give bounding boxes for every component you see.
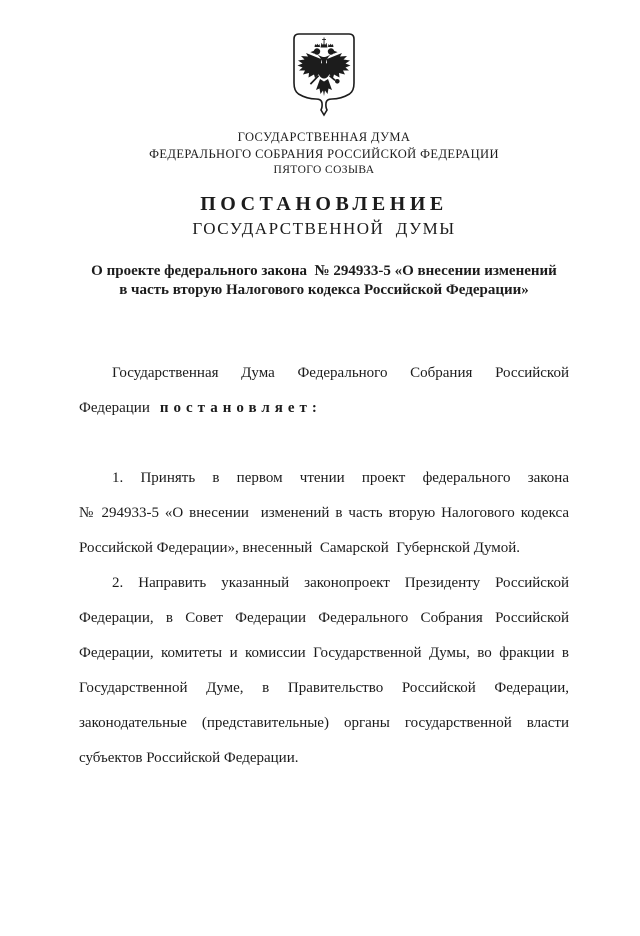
- issuing-authority: [79, 129, 569, 179]
- paragraph-line: Федерации, комитеты и комиссии Государственной Думы, во фракции в: [79, 644, 569, 661]
- opening-line2-text: Федерации: [79, 399, 150, 416]
- paragraph-line: Государственная Дума Федерального Собрания Российской: [112, 364, 569, 381]
- doc-type-title: ПОСТАНОВЛЕНИЕ: [200, 192, 448, 215]
- russia-coat-of-arms-icon: [292, 31, 356, 119]
- org-name-line2: ФЕДЕРАЛЬНОГО СОБРАНИЯ РОССИЙСКОЙ ФЕДЕРАЦИИ: [149, 146, 499, 161]
- org-name-line1: ГОСУДАРСТВЕННАЯ ДУМА: [237, 130, 411, 144]
- paragraph-line: законодательные (представительные) органы государственной власти: [79, 714, 569, 731]
- subject-line-2: в часть вторую Налогового кодекса Российской Федерации»: [119, 281, 529, 298]
- subject-line-1: О проекте федерального закона № 294933-5 «О внесении изменений: [91, 262, 557, 279]
- org-convocation: ПЯТОГО СОЗЫВА: [273, 164, 375, 176]
- paragraph-line: Государственной Думе, в Правительство Российской Федерации,: [79, 679, 569, 696]
- paragraph-line: [79, 391, 569, 426]
- resolution-body: [79, 356, 569, 776]
- paragraph-line: Российской Федерации», внесенный Самарской Губернской Думой.: [79, 539, 521, 556]
- document-page: [79, 31, 569, 776]
- doc-type-subtitle: ГОСУДАРСТВЕННОЙ ДУМЫ: [192, 218, 456, 238]
- resolution-item-2: [79, 566, 569, 776]
- resolution-subject: [79, 262, 569, 300]
- paragraph-line: 2. Направить указанный законопроект Президенту Российской: [112, 574, 569, 591]
- decree-word: постановляет:: [159, 399, 322, 416]
- paragraph-line: Федерации, в Совет Федерации Федерального Собрания Российской: [79, 609, 569, 626]
- paragraph-line: субъектов Российской Федерации.: [79, 749, 299, 766]
- opening-paragraph: [79, 356, 569, 426]
- paragraph-line: 1. Принять в первом чтении проект федерального закона: [112, 469, 569, 486]
- paragraph-line: № 294933-5 «О внесении изменений в часть вторую Налогового кодекса: [79, 504, 569, 521]
- document-title-block: [79, 192, 569, 241]
- resolution-item-1: [79, 461, 569, 566]
